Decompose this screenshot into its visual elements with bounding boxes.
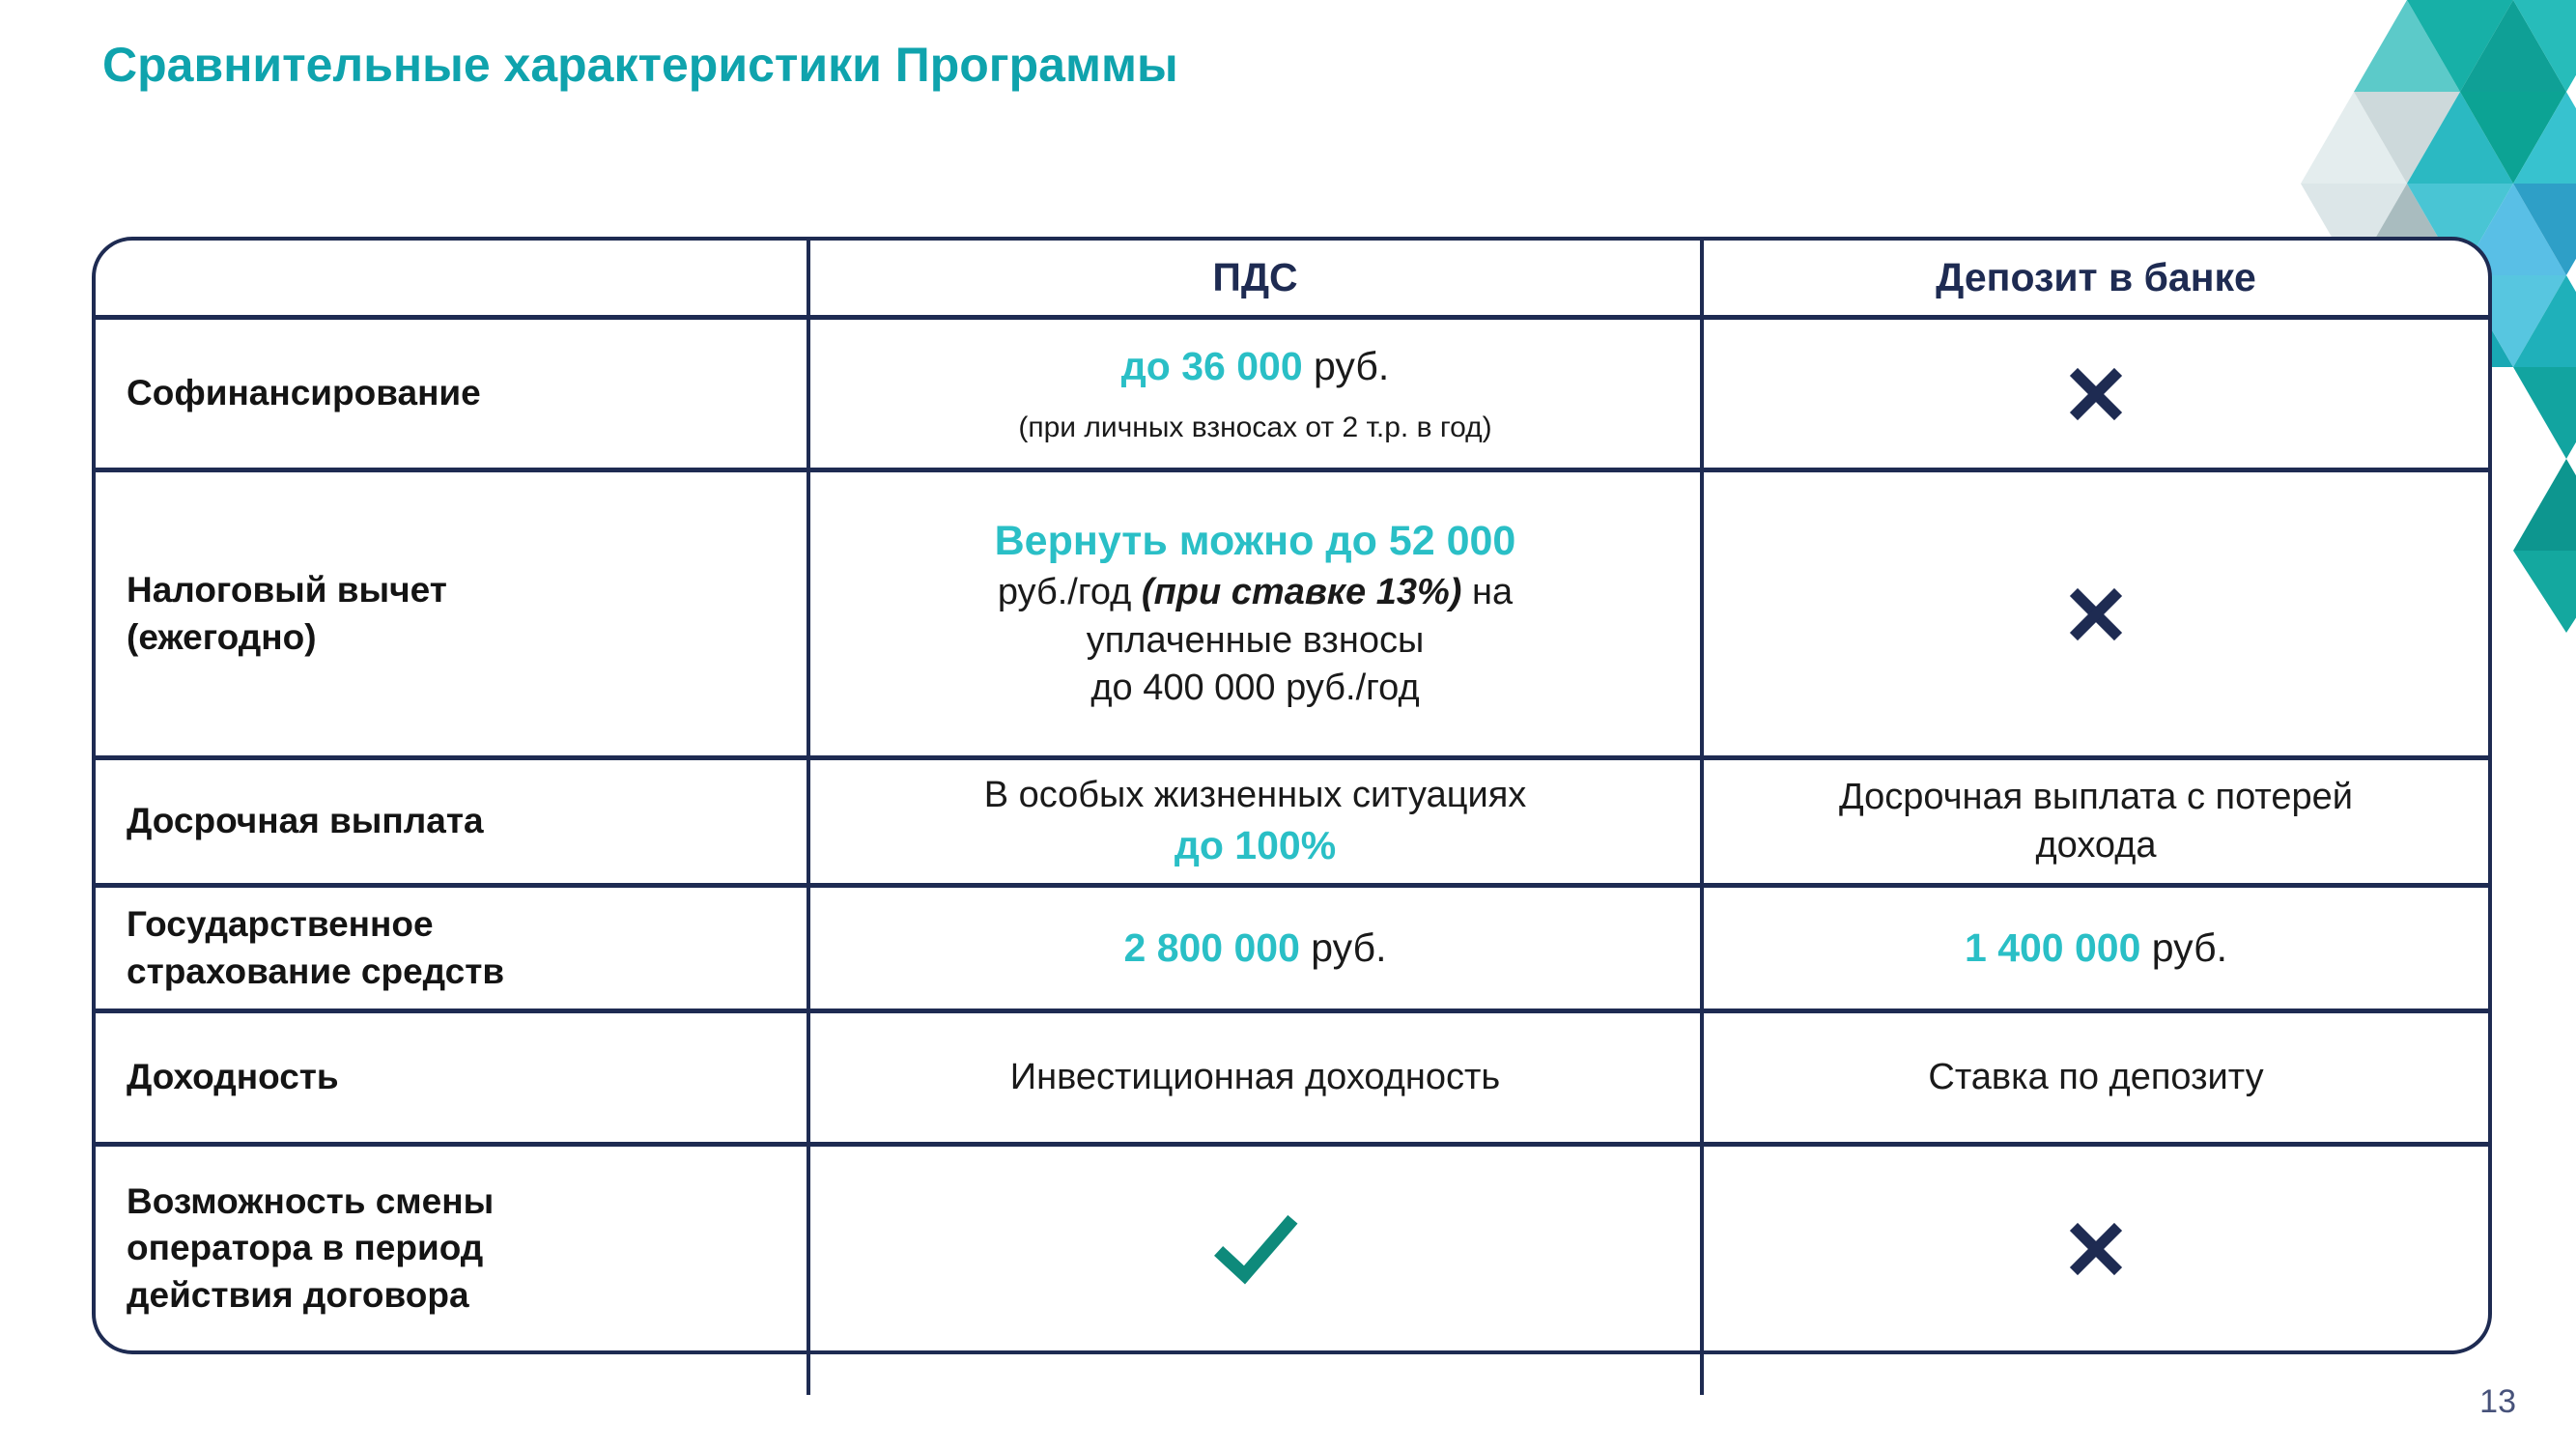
row-label-line: страхование средств bbox=[127, 951, 505, 991]
row-label-line: Государственное bbox=[127, 904, 434, 945]
cell-early-payout-deposit bbox=[1704, 760, 2488, 888]
cell-yield-deposit bbox=[1704, 1013, 2488, 1147]
row-label-tax-deduction bbox=[96, 472, 810, 760]
cell-early-payout-pds bbox=[810, 760, 1704, 888]
column-divider-extension bbox=[807, 1352, 810, 1395]
page-number: 13 bbox=[2479, 1383, 2516, 1420]
cell-state-insurance-deposit bbox=[1704, 888, 2488, 1013]
cell-cofinancing-pds bbox=[810, 320, 1704, 472]
page-title: Сравнительные характеристики Программы bbox=[102, 38, 1178, 92]
cross-icon bbox=[2066, 1219, 2126, 1279]
yield-deposit-text: Ставка по депозиту bbox=[1928, 1056, 2264, 1097]
row-label-state-insurance bbox=[96, 888, 810, 1013]
comparison-table bbox=[92, 237, 2492, 1354]
cell-state-insurance-pds bbox=[810, 888, 1704, 1013]
header-column-pds bbox=[810, 241, 1704, 320]
header-empty-cell bbox=[96, 241, 810, 320]
cell-cofinancing-deposit bbox=[1704, 320, 2488, 472]
row-label-line: Налоговый вычет bbox=[127, 570, 447, 611]
yield-pds-text: Инвестиционная доходность bbox=[1009, 1056, 1501, 1097]
check-icon bbox=[1209, 1211, 1302, 1287]
column-divider-extension bbox=[1700, 1352, 1704, 1395]
row-label-early-payout bbox=[96, 760, 810, 888]
row-label-operator-change bbox=[96, 1147, 810, 1350]
row-label-line: действия договора bbox=[127, 1274, 469, 1315]
tax-deduction-line3: уплаченные взносы bbox=[1086, 619, 1425, 661]
tax-deduction-accent: Вернуть можно до 52 000 bbox=[994, 518, 1516, 565]
insurance-amount-deposit-accent: 1 400 000 bbox=[1965, 924, 2141, 970]
row-label-line: Досрочная выплата bbox=[127, 801, 484, 841]
header-column-deposit-label: Депозит в банке bbox=[1936, 255, 2256, 299]
row-label-line: Софинансирование bbox=[127, 373, 481, 413]
row-label-cofinancing bbox=[96, 320, 810, 472]
cell-tax-deduction-pds bbox=[810, 472, 1704, 760]
early-payout-deposit-text: Досрочная выплата с потерей дохода bbox=[1838, 777, 2354, 866]
row-label-line: оператора в период bbox=[127, 1228, 484, 1268]
insurance-amount-pds-accent: 2 800 000 bbox=[1123, 924, 1300, 970]
tax-deduction-line2 bbox=[998, 569, 1513, 616]
insurance-amount-deposit bbox=[1965, 923, 2227, 974]
cell-yield-pds bbox=[810, 1013, 1704, 1147]
cofinancing-amount-accent: до 36 000 bbox=[1120, 344, 1303, 389]
cell-operator-change-pds bbox=[810, 1147, 1704, 1350]
tax-deduction-line2-pre: руб./год bbox=[997, 572, 1142, 613]
header-column-deposit bbox=[1704, 241, 2488, 320]
row-label-line: Доходность bbox=[127, 1057, 339, 1097]
early-payout-condition: В особых жизненных ситуациях bbox=[983, 775, 1527, 816]
insurance-amount-pds-unit: руб. bbox=[1299, 924, 1387, 970]
insurance-amount-deposit-unit: руб. bbox=[2140, 924, 2227, 970]
cofinancing-amount bbox=[1121, 341, 1389, 392]
cross-icon bbox=[2066, 364, 2126, 424]
row-label-line: Возможность смены bbox=[127, 1181, 495, 1222]
row-label-line: (ежегодно) bbox=[127, 616, 317, 657]
cofinancing-amount-unit: руб. bbox=[1302, 344, 1390, 389]
cell-tax-deduction-deposit bbox=[1704, 472, 2488, 760]
tax-deduction-line4: до 400 000 руб./год bbox=[1090, 668, 1420, 709]
cofinancing-note: (при личных взносах от 2 т.р. в год) bbox=[1018, 411, 1492, 443]
tax-deduction-line2-italic: (при ставке 13%) bbox=[1141, 572, 1462, 613]
tax-deduction-line2-post: на bbox=[1461, 572, 1514, 613]
header-column-pds-label: ПДС bbox=[1212, 255, 1298, 299]
insurance-amount-pds bbox=[1124, 923, 1387, 974]
early-payout-accent: до 100% bbox=[1174, 822, 1337, 867]
cell-operator-change-deposit bbox=[1704, 1147, 2488, 1350]
cross-icon bbox=[2066, 584, 2126, 644]
row-label-yield bbox=[96, 1013, 810, 1147]
